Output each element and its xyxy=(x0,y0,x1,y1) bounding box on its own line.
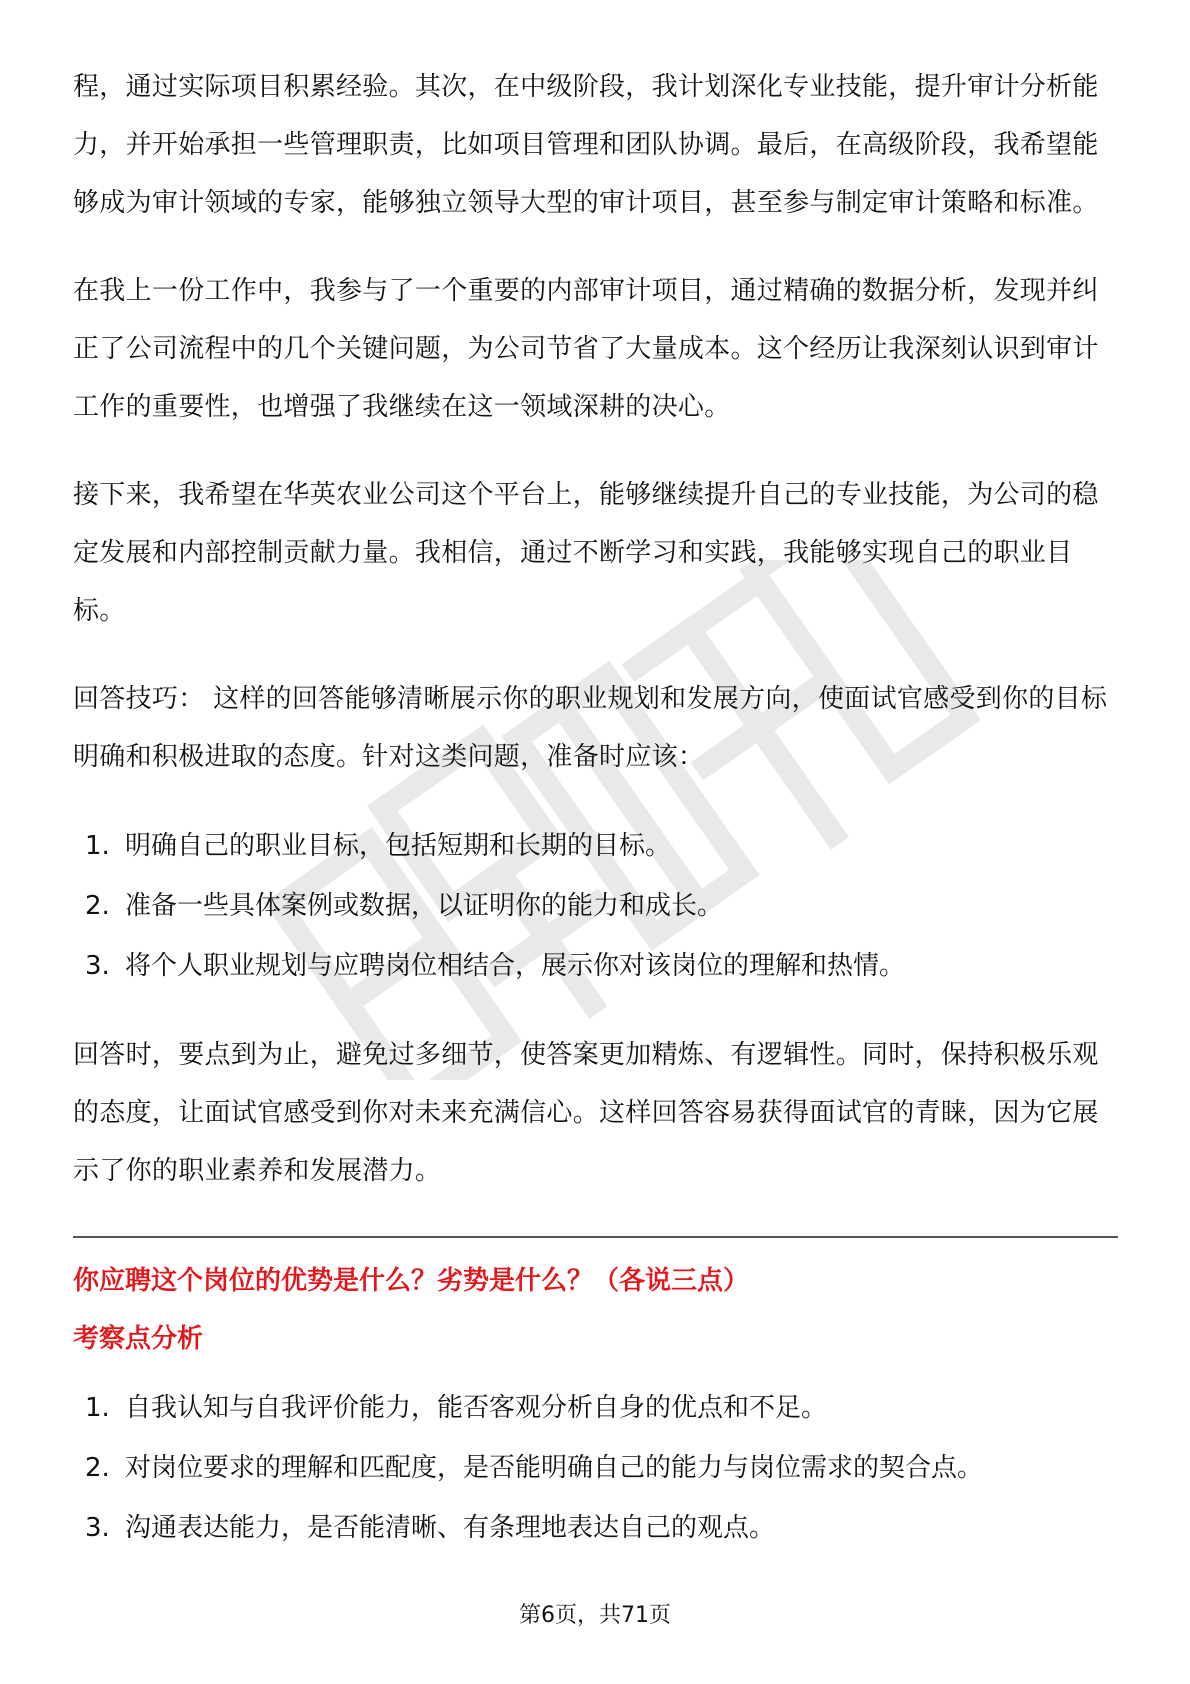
list-text: 自我认知与自我评价能力，能否客观分析自身的优点和不足。 xyxy=(125,1393,828,1423)
main-content xyxy=(73,58,1118,1588)
list-text: 沟通表达能力，是否能清晰、有条理地表达自己的观点。 xyxy=(125,1513,776,1543)
list-number: 1. xyxy=(85,831,110,861)
paragraph-career-stages: 程，通过实际项目积累经验。其次，在中级阶段，我计划深化专业技能，提升审计分析能力，并开始承担一些管理职责，比如项目管理和团队协调。最后，在高级阶段，我希望能够成为审计领域的专家，能够独立领导大型的审计项目，甚至参与制定审计策略和标准。 xyxy=(73,72,1099,218)
paragraph-answer-tips: 回答技巧： 这样的回答能够清晰展示你的职业规划和发展方向，使面试官感受到你的目标明确和积极进取的态度。针对这类问题，准备时应该： xyxy=(73,684,1108,772)
list-number: 2. xyxy=(85,1453,110,1483)
list-number: 1. xyxy=(85,1393,110,1423)
list-item xyxy=(73,1378,1118,1438)
list-item xyxy=(73,1438,1118,1498)
list-text: 将个人职业规划与应聘岗位相结合，展示你对该岗位的理解和热情。 xyxy=(125,951,906,981)
list-text: 明确自己的职业目标，包括短期和长期的目标。 xyxy=(125,831,672,861)
list-item xyxy=(73,1498,1118,1558)
section-divider xyxy=(73,1236,1118,1238)
analysis-list xyxy=(73,1378,1118,1558)
question-title: 你应聘这个岗位的优势是什么？劣势是什么？（各说三点） xyxy=(73,1266,750,1296)
list-number: 3. xyxy=(85,1513,110,1543)
paragraph-past-experience: 在我上一份工作中，我参与了一个重要的内部审计项目，通过精确的数据分析，发现并纠正了公司流程中的几个关键问题，为公司节省了大量成本。这个经历让我深刻认识到审计工作的重要性，也增强了我继续在这一领域深耕的决心。 xyxy=(73,276,1099,422)
list-text: 对岗位要求的理解和匹配度，是否能明确自己的能力与岗位需求的契合点。 xyxy=(125,1453,984,1483)
list-number: 3. xyxy=(85,951,110,981)
analysis-heading: 考察点分析 xyxy=(73,1324,204,1354)
list-item xyxy=(73,876,1118,936)
page-footer: 第6页，共71页 xyxy=(519,1603,671,1628)
tips-list xyxy=(73,816,1118,996)
list-item xyxy=(73,936,1118,996)
list-number: 2. xyxy=(85,891,110,921)
paragraph-closing: 回答时，要点到为止，避免过多细节，使答案更加精炼、有逻辑性。同时，保持积极乐观的态度，让面试官感受到你对未来充满信心。这样回答容易获得面试官的青睐，因为它展示了你的职业素养和发展潜力。 xyxy=(73,1040,1099,1186)
paragraph-future-goals: 接下来，我希望在华英农业公司这个平台上，能够继续提升自己的专业技能，为公司的稳定发展和内部控制贡献力量。我相信，通过不断学习和实践，我能够实现自己的职业目标。 xyxy=(73,480,1099,626)
list-text: 准备一些具体案例或数据，以证明你的能力和成长。 xyxy=(125,891,724,921)
list-item xyxy=(73,816,1118,876)
